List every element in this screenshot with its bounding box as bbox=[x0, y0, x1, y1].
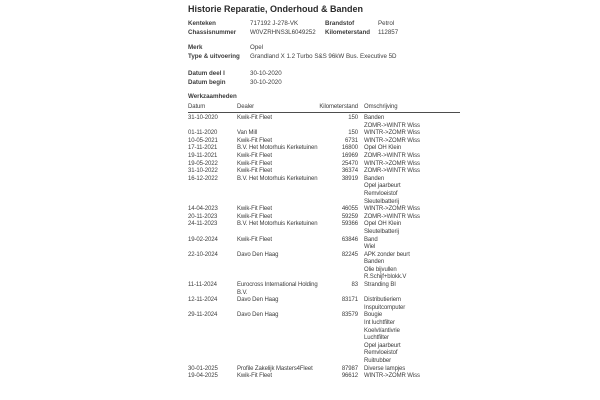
worklog-rows bbox=[188, 115, 460, 381]
type-uitvoering-row bbox=[188, 52, 588, 61]
cell-kilometerstand: 59259 bbox=[341, 213, 358, 220]
table-row bbox=[188, 373, 460, 381]
ident-row-1 bbox=[188, 19, 518, 28]
cell-kilometerstand: 16800 bbox=[341, 145, 358, 152]
cell-dealer: Van Mill bbox=[237, 130, 258, 137]
cell-kilometerstand: 25470 bbox=[341, 160, 358, 167]
table-row bbox=[188, 312, 460, 365]
cell-omschrijving: Banden Opel jaarbeurt Remvloeistof Sleutelbatterij bbox=[364, 175, 401, 205]
cell-kilometerstand: 83579 bbox=[341, 312, 358, 319]
cell-kilometerstand: 38919 bbox=[341, 175, 358, 182]
chassisnummer-value: W0VZRHNS3L6049252 bbox=[250, 29, 316, 36]
page-title: Historie Reparatie, Onderhoud & Banden bbox=[188, 4, 364, 14]
cell-datum: 20-11-2023 bbox=[188, 213, 218, 220]
cell-omschrijving: ZOMR->WINTR Wiss bbox=[364, 213, 420, 220]
merk-label: Merk bbox=[188, 44, 203, 51]
table-row bbox=[188, 214, 460, 222]
cell-omschrijving: Opel OH Klein bbox=[364, 145, 402, 152]
table-row bbox=[188, 153, 460, 161]
merk-row bbox=[188, 43, 588, 52]
cell-kilometerstand: 83 bbox=[351, 282, 358, 289]
cell-dealer: Kwik-Fit Fleet bbox=[237, 236, 272, 243]
kenteken-label: Kenteken bbox=[188, 20, 216, 27]
type-uitvoering-value: Grandland X 1.2 Turbo S&S 96kW Bus. Executive 5D bbox=[250, 53, 397, 60]
cell-dealer: B.V. Het Motorhuis Kerketuinen bbox=[237, 145, 318, 152]
table-row bbox=[188, 237, 460, 252]
cell-omschrijving: Stranding BI bbox=[364, 282, 396, 289]
cell-omschrijving: Bougie Int luchtfilter Koelvl/antivrie Luchtfilter Opel jaarbeurt Remvloeistof Ruitrubber bbox=[364, 312, 401, 364]
table-row bbox=[188, 297, 460, 312]
cell-dealer: Kwik-Fit Fleet bbox=[237, 115, 272, 121]
cell-dealer: Kwik-Fit Fleet bbox=[237, 373, 272, 380]
cell-datum: 19-04-2025 bbox=[188, 373, 218, 380]
cell-kilometerstand: 150 bbox=[348, 130, 358, 137]
cell-omschrijving: WINTR->ZOMR Wiss bbox=[364, 206, 420, 213]
cell-kilometerstand: 87987 bbox=[341, 365, 358, 372]
table-row bbox=[188, 206, 460, 214]
worklog-table bbox=[188, 103, 460, 381]
cell-omschrijving: ZOMR->WINTR Wiss bbox=[364, 152, 420, 159]
table-row bbox=[188, 221, 460, 236]
cell-datum: 10-05-2021 bbox=[188, 137, 218, 144]
cell-omschrijving: ZOMR->WINTR Wiss bbox=[364, 168, 420, 175]
datum-begin-value: 30-10-2020 bbox=[250, 79, 282, 86]
column-header-middle bbox=[237, 103, 358, 111]
table-row bbox=[188, 252, 460, 282]
cell-datum: 22-10-2024 bbox=[188, 251, 218, 258]
column-header-dealer: Dealer bbox=[237, 104, 255, 110]
cell-dealer: Kwik-Fit Fleet bbox=[237, 137, 272, 144]
cell-omschrijving: Distributieriem Inspuitcomputer bbox=[364, 297, 406, 311]
cell-datum: 31-10-2022 bbox=[188, 168, 218, 175]
cell-kilometerstand: 36374 bbox=[341, 168, 358, 175]
worklog-section-title: Werkzaamheden bbox=[188, 93, 237, 100]
cell-omschrijving: Band Wiel bbox=[364, 236, 378, 251]
worklog-table-header bbox=[188, 103, 460, 113]
vehicle-model-section bbox=[188, 43, 588, 61]
cell-dealer: Davo Den Haag bbox=[237, 251, 279, 258]
vehicle-identification-section bbox=[188, 19, 518, 37]
cell-omschrijving: Diverse lampjes bbox=[364, 365, 406, 372]
table-row bbox=[188, 161, 460, 169]
cell-datum: 29-11-2024 bbox=[188, 312, 218, 319]
cell-omschrijving: Opel OH Klein Sleutelbatterij bbox=[364, 221, 402, 235]
cell-kilometerstand: 63846 bbox=[341, 236, 358, 243]
kilometerstand-value: 112857 bbox=[378, 29, 399, 36]
cell-datum: 16-12-2022 bbox=[188, 175, 218, 182]
cell-datum: 19-11-2021 bbox=[188, 152, 218, 159]
cell-omschrijving: WINTR->ZOMR Wiss bbox=[364, 160, 420, 167]
cell-dealer: B.V. Het Motorhuis Kerketuinen bbox=[237, 175, 318, 182]
cell-kilometerstand: 96612 bbox=[341, 373, 358, 380]
cell-datum: 12-11-2024 bbox=[188, 297, 218, 304]
cell-dealer: Davo Den Haag bbox=[237, 312, 279, 319]
datum-begin-row bbox=[188, 78, 448, 87]
cell-omschrijving: WINTR->ZOMR Wiss bbox=[364, 130, 420, 137]
cell-datum: 30-01-2025 bbox=[188, 365, 218, 372]
cell-datum: 24-11-2023 bbox=[188, 221, 218, 228]
cell-omschrijving: WINTR->ZOMR Wiss bbox=[364, 373, 420, 380]
column-header-kilometerstand: Kilometerstand bbox=[319, 104, 358, 110]
kenteken-value: 717192 J-278-VK bbox=[250, 20, 299, 27]
cell-kilometerstand: 82245 bbox=[341, 251, 358, 258]
datum-deel-1-row bbox=[188, 69, 448, 78]
cell-datum: 31-10-2020 bbox=[188, 115, 218, 121]
cell-kilometerstand: 150 bbox=[348, 115, 358, 121]
cell-kilometerstand: 16969 bbox=[341, 152, 358, 159]
cell-kilometerstand: 83171 bbox=[341, 297, 358, 304]
table-row bbox=[188, 145, 460, 153]
cell-kilometerstand: 46055 bbox=[341, 206, 358, 213]
cell-datum: 11-11-2024 bbox=[188, 282, 217, 289]
cell-dealer: Davo Den Haag bbox=[237, 297, 279, 304]
table-row bbox=[188, 366, 460, 374]
cell-omschrijving: APK zonder beurt Banden Olie bijvullen R.Schijf+blokk.V bbox=[364, 251, 410, 281]
table-row bbox=[188, 282, 460, 297]
cell-datum: 17-11-2021 bbox=[188, 145, 218, 152]
brandstof-label: Brandstof bbox=[325, 20, 355, 27]
cell-datum: 14-04-2023 bbox=[188, 206, 218, 213]
datum-deel-1-value: 30-10-2020 bbox=[250, 70, 282, 77]
cell-dealer: B.V. Het Motorhuis Kerketuinen bbox=[237, 221, 318, 228]
cell-datum: 19-02-2024 bbox=[188, 236, 218, 243]
table-row bbox=[188, 138, 460, 146]
cell-dealer: Kwik-Fit Fleet bbox=[237, 206, 272, 213]
column-header-datum: Datum bbox=[188, 104, 206, 110]
kilometerstand-label: Kilometerstand bbox=[325, 29, 371, 36]
datum-begin-label: Datum begin bbox=[188, 79, 226, 86]
ident-row-2 bbox=[188, 28, 518, 37]
cell-dealer: Kwik-Fit Fleet bbox=[237, 168, 272, 175]
table-row bbox=[188, 168, 460, 176]
cell-dealer: Kwik-Fit Fleet bbox=[237, 213, 272, 220]
cell-dealer: Kwik-Fit Fleet bbox=[237, 152, 272, 159]
brandstof-value: Petrol bbox=[378, 20, 395, 27]
cell-dealer: Eurocross International Holding B.V. bbox=[237, 282, 318, 296]
cell-dealer: Profile Zakelijk Masters4Fleet bbox=[237, 365, 313, 372]
datum-deel-1-label: Datum deel I bbox=[188, 70, 225, 77]
type-uitvoering-label: Type & uitvoering bbox=[188, 53, 240, 60]
cell-datum: 01-11-2020 bbox=[188, 130, 218, 137]
column-header-omschrijving: Omschrijving bbox=[364, 104, 398, 110]
cell-omschrijving: WINTR->ZOMR Wiss bbox=[364, 137, 420, 144]
cell-kilometerstand: 6731 bbox=[345, 137, 358, 144]
cell-kilometerstand: 59366 bbox=[341, 221, 358, 228]
cell-omschrijving: Banden ZOMR->WINTR Wiss bbox=[364, 115, 420, 129]
table-row bbox=[188, 130, 460, 138]
chassisnummer-label: Chassisnummer bbox=[188, 29, 237, 36]
cell-datum: 19-05-2022 bbox=[188, 160, 218, 167]
cell-dealer: Kwik-Fit Fleet bbox=[237, 160, 272, 167]
table-row bbox=[188, 115, 460, 130]
registration-dates-section bbox=[188, 69, 448, 87]
table-row bbox=[188, 176, 460, 206]
merk-value: Opel bbox=[250, 44, 264, 51]
